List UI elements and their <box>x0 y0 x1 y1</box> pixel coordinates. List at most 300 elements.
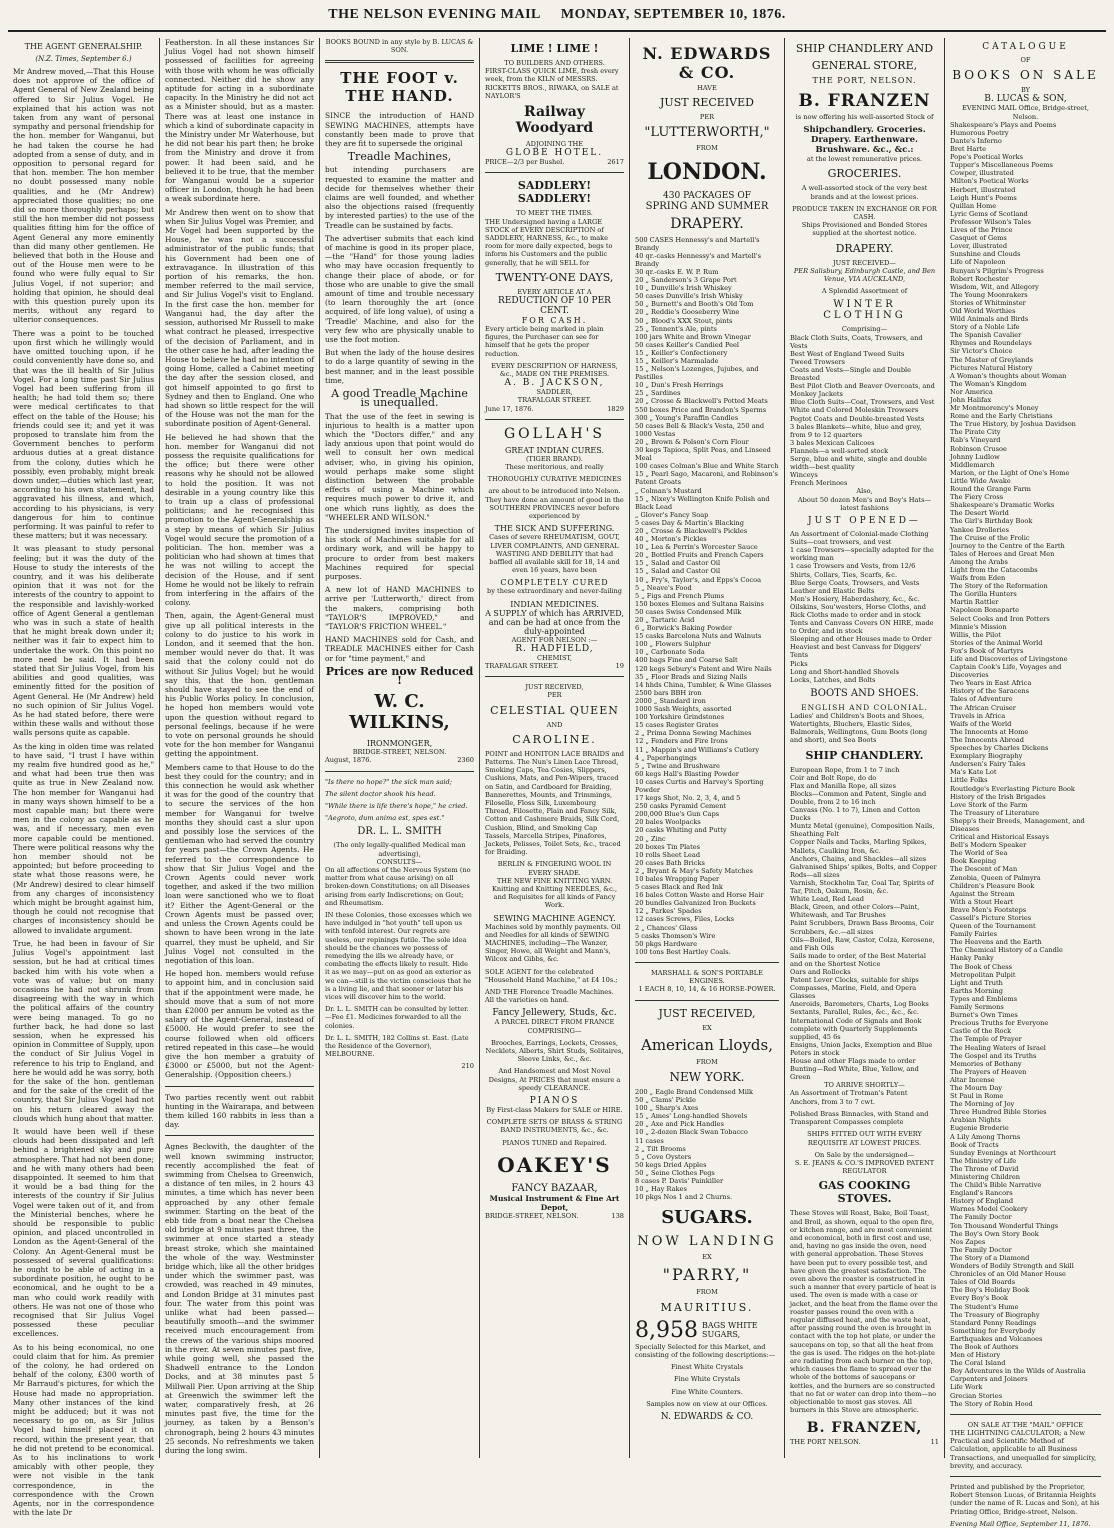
port-nelson: THE PORT, NELSON. <box>812 76 917 85</box>
list-item: Picks <box>790 659 808 668</box>
list-item: Life of Napoleon <box>950 258 1006 267</box>
lucas-name: B. LUCAS & SON, <box>984 94 1067 105</box>
assortment: A Splendid Assortment of <box>821 287 908 296</box>
prices-reduced: Prices are now Reduced ! <box>325 664 474 687</box>
list-item: Martin Rattler <box>950 598 999 607</box>
list-item: Best West of England Tweed Suits <box>790 349 905 358</box>
list-item: 5 „ Neave's Food <box>635 583 692 592</box>
article-paragraph: Members came to that House to do the best they could for the country; and in this connection he would ask whether it was for the good of the country that to secure the services of the hon member for Wanganui for twelve months they should cast a slur upon and possibly lose the services of the gentleman who had served the country for years past—the Crown Agents. He referred to the correspondence to show that Sir Julius Vogel and the Crown Agents could never work together, and asked if the two million loan were sanctioned who we to float it? Either the Agent-General or the Crown Agents must be passed over, and unless the Crown Agents could be shown to have been wrong in the late quarrel, they must be upheld, and Sir Julius Vogel not consulted in the negotiation of this loan. <box>165 762 314 965</box>
list-item: Black Cloth Suits, Coats, Trowsers, and Vests <box>790 333 923 350</box>
list-item: 2 „ Bryant & May's Safety Matches <box>635 866 753 875</box>
list-item: Family Sermons <box>950 1003 1004 1012</box>
catalogue-heading: CATALOGUE <box>982 42 1069 52</box>
list-item: Varnish, Stockholm Tar, Coal Tar, Spirits of Tar, Pitch, Oakum, Rosin, &c. <box>790 878 934 896</box>
railway-woodyard: Railway Woodyard <box>515 104 594 137</box>
list-item: Life and Discoveries of Livingstone <box>950 655 1068 663</box>
list-item: The Story of Robin Hood <box>950 1399 1033 1408</box>
twenty-one-days: TWENTY-ONE DAYS, <box>495 270 614 284</box>
from-3: FROM <box>696 1288 718 1297</box>
ad-subheading: A good Treadle Machine is unequalled. <box>331 387 468 410</box>
gas-stoves: GAS COOKING STOVES. <box>818 1179 911 1206</box>
article-paragraph: True, he had been in favour of Sir Julius Vogel's appointment last session, but he had at critical times backed him with his vote when a vote was of value; but on many occasions he had not shrunk from disagreeing with the way in which the political affairs of the country were being managed. To go no further back, he had done so last session, when he expressed his opinion in Committee of Supply, upon the conduct of Sir Julius Vogel in reference to his trip to England, and here he would add he was sorry, both for the sake of the hon. gentleman and for the sake of the credit of the country, that Sir Julius Vogel had not on his return cleared away the clouds which hung about that matter. <box>13 938 154 1123</box>
per-ships: PER Salisbury, Edinburgh Castle, and Ben Venue, VIA AUCKLAND, <box>793 266 936 284</box>
gollah: GOLLAH'S <box>503 425 605 442</box>
list-item: 30 qr.-casks E. W. P. Rum <box>635 267 719 276</box>
list-item: The Prayers of Heaven <box>950 1067 1027 1076</box>
list-item: Leigh Hunt's Poems <box>950 193 1017 202</box>
list-item: 20 „ Axe and Pick Handles <box>635 1120 724 1129</box>
stoves-text: These Stoves will Roast, Bake, Boil Toast, and Broil, as shown, equal to the open fire, or kitchen range, and are most convenient and economical, both in first cost and use, and, having no gas inside the oven, need with general approbation. These Stoves have been put to every possible test, and have given the greatest satisfaction. The oven above the roaster is constructed in such a manner that every particle of heat is used. The oven is made with a case or jacket, and the heat from the flame over the roaster passes round the oven with a regular diffused heat, and the waste heat, after passing round the oven is brought in contact with the top hot plate, or under the saucepans on top, so that all the heat from the gas is used. The ridges on the hot-plate are radiating from each burner on the top, which causes the flame to spread over the whole of the bottoms of saucepans or kettles, and the burners are so constructed that no fat or water can drop into them—no objectionable to most gas stoves. All burners in this Stove are atmospheric. <box>790 1209 938 1415</box>
list-item: 20 boxes Tin Plates <box>635 842 701 851</box>
sole-agent: SOLE AGENT for the celebrated "Household Hand Machine," at £4 10s.; <box>485 967 618 984</box>
list-item: Best Pilot Cloth and Beaver Overcoats, and Monkey Jackets <box>790 382 935 399</box>
just-received-2: JUST RECEIVED, <box>658 1006 756 1020</box>
lowest-prices: at the lowest remunerative prices. <box>806 155 923 164</box>
hadfield-ref: 19 <box>615 661 624 670</box>
list-item: 100 „ Sharp's Axes <box>635 1104 699 1113</box>
column-catalogue <box>945 38 1106 1528</box>
handsome: And Handsomest and Most Novel Designs, At PRICES that must ensure a speedy CLEARANCE. <box>488 1067 621 1092</box>
list-item: International Code of Signals and Book complete with Quarterly Supplements supplied, 45 6s <box>790 1016 922 1041</box>
list-item: The Treasury of Biography <box>950 1310 1040 1319</box>
list-item: Minnie's Mission <box>950 622 1007 631</box>
pianos: PIANOS <box>529 1096 580 1107</box>
list-item: 3 bales Blankets—white, blue and grey, from 9 to 12 quarters <box>790 422 922 439</box>
list-item: Tweed Trowsers <box>790 357 845 366</box>
list-item: Pegtot Coats and Double-breasted Vests <box>790 414 925 423</box>
sick-suffering: THE SICK AND SUFFERING. <box>494 524 615 534</box>
american-lloyds: American Lloyds, <box>640 1035 773 1054</box>
list-item: 15 cases Register Grates <box>635 721 719 730</box>
pianos-text: By First-class Makers for SALE or HIRE. <box>486 1106 623 1115</box>
bags-text: BAGS WHITE SUGARS, <box>701 1321 758 1340</box>
list-item: Nor America <box>950 387 993 396</box>
list-item: 12 cases Screws, Files, Locks <box>635 915 735 924</box>
jackson-name: A. B. JACKSON, <box>504 378 605 389</box>
sugar-type: Fine White Counters. <box>671 1387 743 1396</box>
list-item: Metropolitan Pulpit <box>950 970 1016 979</box>
list-item: 50 cases Keiller's Candied Peel <box>635 340 740 349</box>
list-item: The Story of the Reformation <box>950 582 1048 591</box>
list-item: Marion, or the Light of One's Home <box>950 468 1070 477</box>
list-item: 50 cases Bell & Black's Vesta, 250 and 1000 Vestas <box>635 421 765 438</box>
list-item: Sunshine and Clouds <box>950 250 1021 259</box>
article-paragraph: Then, again, the Agent-General must give up all political interests in the colony to do justice to his work in London, and it seemed that the hon. member would never do that. It was said that the colony could not do without Sir Julius Vogel; but he would say this, that the hon. gentleman should have stayed to see the end of his Public Works policy. In conclusion, he hoped hon members would vote upon the question without regard to personal feelings, because if he were to vote on personal grounds he should vote for the hon member for Wanganui getting the appointment. <box>165 611 314 759</box>
list-item: Two Years in East Africa <box>950 679 1032 688</box>
saddlery-note: Every article being marked in plain figures, the Purchaser can see for himself that he gets the proper reduction. <box>485 325 604 358</box>
sale-mail-office: ON SALE AT THE "MAIL" OFFICE <box>967 1420 1084 1429</box>
list-item: 1 case Trowsers and Vests, from 12/6 <box>790 562 916 571</box>
doctor-paragraph: Dr. L. L. SMITH can be consulted by letter.—Fee £1. Medicines forwarded to all the colonies. <box>325 1005 469 1030</box>
list-item: Arabian Nights <box>950 1116 1001 1125</box>
list-item: Life Work <box>950 1383 983 1392</box>
list-item: The Boy's Own Story Book <box>950 1229 1039 1238</box>
advertiser-address: BRIDGE-STREET, NELSON. <box>352 748 447 757</box>
ad-date: August, 1876. <box>325 756 372 765</box>
list-item: The Healing Waters of Israel <box>950 1043 1046 1052</box>
agent-label: AGENT FOR NELSON :— <box>511 635 598 644</box>
list-item: Robert Rochester <box>950 274 1009 283</box>
list-item: Lives of the Prince <box>950 226 1013 235</box>
list-item: Fox's Book of Martyrs <box>950 646 1024 655</box>
hadfield-street: TRAFALGAR STREET. <box>485 661 559 670</box>
list-item: The True History, by Joshua Davidson <box>950 420 1076 429</box>
list-item: Andersen's Fairy Tales <box>950 760 1026 769</box>
list-item: Rome and the Early Christians <box>950 412 1053 421</box>
list-item: The Ministry of Life <box>950 1156 1017 1165</box>
list-item: Tales of Old Boards <box>950 1278 1016 1287</box>
list-item: 16 bales Cotton Waste and Horse Hair <box>635 891 764 900</box>
list-item: Black, Green, and other Colors—Paint, Whitewash, and Tar Brushes <box>790 903 920 920</box>
boots-heading: BOOTS AND SHOES. <box>810 687 919 699</box>
fancy-bazaar: FANCY BAZAAR, <box>511 1182 598 1194</box>
list-item: Muntz Metal (genuine), Composition Nails, Sheathing Felt <box>790 822 935 839</box>
list-item: 10 „ Dunville's Irish Whiskey <box>635 284 732 293</box>
list-item: 200,000 Blue's Gun Caps <box>635 810 720 819</box>
list-item: History of the Irish Brigades <box>950 792 1046 801</box>
caroline: CAROLINE. <box>512 732 597 746</box>
indian-medicines: INDIAN MEDICINES. <box>510 599 599 609</box>
opened-list <box>790 530 939 684</box>
list-item: 5 „ Cove Oysters <box>635 1152 692 1161</box>
list-item: Sextants, Parallel, Rules, &c., &c., &c. <box>790 1008 919 1017</box>
column-edwards <box>630 38 785 1458</box>
list-item: Carpenters and Joiners <box>950 1375 1028 1384</box>
news-item-swimmer: Agnes Beckwith, the daughter of the well known swimming instructor, recently accomplished the feat of swimming from Chelsea to Greenwich, a distance of ten miles, in 2 hours 43 minutes, a time which has never been approached by any other female swimmer. Starting on the beat of the ebb tide from a boat near the Chelsea old bridge at 9 minutes past three, the swimmer at once started a steady breast stroke, which she maintained the whole of the way. Westminster bridge which, like all the other bridges under which the swimmer past, was crowded, was reached in 49 minutes, and London Bridge at 31 minutes past four. The water from this point was unlike what had been passed—beautifully smooth—and the swimmer received much encouragement from the crews of the various ships moored in the river. At seven minutes past five, while going well, she passed the Shadwell entrance to the London Docks, and at 38 minutes past 5 Millwall Pier. Upon arriving at the Ship at Greenwich the swimmer left the water, comparatively fresh, at 26 minutes past five, the time for the journey, as taken by a Benson's chronograph, being 2 hours 43 minutes 25 seconds. No refreshments we taken during the long swim. <box>165 1142 314 1456</box>
list-item: Milton's Poetical Works <box>950 177 1029 186</box>
list-item: John Halifax <box>950 396 992 404</box>
list-item: 10 bales Wrapping Paper <box>635 875 720 884</box>
list-item: Travels in Africa <box>950 711 1006 720</box>
article-body <box>13 67 154 1517</box>
list-item: 15 „ Pearl Sago, Macaroni, and Robinson's Patent Groats <box>635 470 778 487</box>
list-item: 100 Yorkshire Grindstones <box>635 713 724 722</box>
list-item: Family Fairies <box>950 930 998 939</box>
list-item: 15 „ Ames' Long-handled Shovels <box>635 1112 748 1121</box>
article-paragraph: There was a point to be touched upon first which he willingly would have omitted touching upon, if he could conveniently have done so, and that was the ill health of Sir Julius Vogel. For a long time past Sir Julius Vogel had been suffering from ill health; he had told them so; there were medical certificates to that effect on the table of the House; his friends could see it; and yet it was proposed to translate him from the Government benches to perform arduous duties at a great distance from the colony, duties which he possibly, even probably, might break down under,—duties which last year, according to his own statement, had aggravated his illness, and which, according to his physicians, is very dangerous for him to continue performing. It was painful to refer to these matters; but it was necessary. <box>13 328 154 541</box>
list-item: Leather and Elastic Belts <box>790 586 875 595</box>
pianos-tuned: PIANOS TUNED and Repaired. <box>502 1138 607 1147</box>
list-item: 500 CASES Hennessy's and Martell's Brandy <box>635 235 760 252</box>
ad-paragraph: The advertiser submits that each kind of machine is good in its proper place,—the "Hand" for those young ladies who may have occasion frequently to change their place of abode, or for those who are unable to give the small amount of time and trouble necessary (to learn thoroughly the art (once acquired, of life long value), of using a 'Treadle' Machine, and also for the very few who are physically unable to use the foot motion. <box>325 233 474 345</box>
general-store: GENERAL STORE, <box>811 59 918 72</box>
list-item: The Morning of Joy <box>950 1100 1015 1109</box>
list-item: Ma's Kate Lot <box>950 768 997 777</box>
doctor-paragraph: IN these Colonies, those excesses which we have indulged in "hot youth" tell upon us with tenfold interest. Our regrets are useless, our repinings futile. The sole idea should be the chances we possess of remedying the ills we already have, or combating the effects likely to result. Hide it as we may—put on as good an exterior as we can—still is the victim conscious that he is a living lie, and that sooner or later his vices will discover him to the world. <box>325 911 472 1002</box>
now-landing: NOW LANDING <box>637 1234 777 1250</box>
list-item: 2000 „ Standard iron <box>635 696 706 705</box>
list-item: The African Cruiser <box>950 703 1016 712</box>
adjoining: ADJOINING THE <box>525 140 584 149</box>
oakeys: OAKEY'S <box>497 1152 612 1177</box>
list-item: Book Keeping <box>950 857 997 866</box>
article-paragraph: Mr Andrew then went on to show that when Sir Julius Vogel was Premier, and Mr Vogel had been supported by the House, he was not a successful administrator of the public funds; that his Government had been one of extravagance. In illustration of this portion of his remarks, the hon. member referred to the mail service, and Sir Julius Vogel's visit to England. In the first case the hon. member for Wanganui had, the day after the session, authorised Mr Russell to make what contract he pleased, irrespective of the decision of Parliament, and in the other case he had, after leading the House to believe he had no intention of going Home, called a Cabinet meeting the day after the session closed, and got himself appointed to go first to Sydney and then to England. One who had shown so little respect for the will of the House was not the man for the subordinate position of Agent-General. <box>165 207 314 429</box>
just-opened: JUST OPENED— <box>808 516 921 527</box>
list-item: The Mourn Day <box>950 1083 1003 1092</box>
list-item: Among the Arabs <box>950 557 1008 566</box>
lace-text: POINT and HONITON LACE BRAIDS and Patterns. The Nun's Linen Lace Thread, Smoking Caps, Tea Cosies, Slippers, Cushions, Mats, and Pen-Wipers, traced on Satin, and Cardboard for Braiding, Bannerettes, Mounts, and Trimmings, Filoselle, Floss Silk, Luxembourg Thread, Filosette, Plain and Fancy Silk, Cotton and Cashmere Braids, Silk Cord, Cushion, Blind, and Smoking Cap Tassels, Marcella Stripes, Pinafores, Jackets, Pelisses, Toilet Sets, &c., traced for Braiding. <box>485 749 624 857</box>
paper-date: MONDAY, SEPTEMBER 10, 1876. <box>560 7 786 22</box>
produce: PRODUCE TAKEN IN EXCHANGE OR FOR CASH. <box>792 204 937 222</box>
list-item: Quillan Home <box>950 201 997 210</box>
jackson-date: June 17, 1876. <box>485 404 534 413</box>
list-item: The Girl's Birthday Book <box>950 517 1033 526</box>
list-item: Oilskins, Sou'westers, Horse Cloths, and Rick Cloths made to order and in stock <box>790 602 926 619</box>
jackson-ref: 1829 <box>607 404 624 413</box>
list-item: Shepp's their Breeds, Management, and Diseases <box>950 816 1085 833</box>
reduction: REDUCTION OF 10 PER CENT. <box>498 296 611 317</box>
list-item: Casquet of Gems <box>950 234 1007 243</box>
from: FROM <box>696 144 718 153</box>
list-item: Stories of the Animal World <box>950 638 1043 647</box>
doctor-ref: 210 <box>461 1062 474 1071</box>
cures-text: by these extraordinary and never-failing <box>487 587 622 596</box>
list-item: 10 „ Lea & Perrin's Worcester Sauce <box>635 543 758 552</box>
list-item: 5 casks Thomson's Wire <box>635 931 716 940</box>
tiger-brand: (TIGER BRAND). <box>525 454 583 463</box>
list-item: 120 kegs Sebury's Patent and Wire Nails <box>635 664 772 673</box>
winter-clothing: WINTER CLOTHING <box>823 299 906 322</box>
list-item: White Lead, Red Lead <box>790 895 865 904</box>
list-item: Rab's Vineyard <box>950 436 1001 445</box>
list-item: England's Rancors <box>950 1189 1013 1198</box>
list-item: 550 boxes Price and Brandon's Sperms <box>635 405 767 414</box>
list-item: The Descent of Man <box>950 865 1018 874</box>
cures-text: These meritorious, and really <box>505 463 604 472</box>
of-label: OF <box>1020 56 1031 64</box>
saddlery-heading: SADDLERY! SADDLERY! <box>517 179 592 206</box>
list-item: Sunday Evenings at Northcourt <box>950 1148 1056 1157</box>
poem <box>325 778 474 823</box>
celestial-queen: CELESTIAL QUEEN <box>490 703 619 717</box>
list-item: Herbert, illustrated <box>950 185 1016 194</box>
list-item: Wonders of Bodily Strength and Skill <box>950 1262 1074 1271</box>
list-item: Types and Emblems <box>950 994 1018 1003</box>
list-item: The Student's Hume <box>950 1302 1019 1311</box>
ex-2: EX <box>702 1253 712 1262</box>
list-item: 17 kegs Shot, No. 2, 3, 4, and 5 <box>635 794 741 803</box>
list-item: 50 „ Blood's XXX Stout, pints <box>635 316 733 325</box>
list-item: Tales of Adventure <box>950 695 1013 704</box>
list-item: Ten Thousand Wonderful Things <box>950 1221 1059 1230</box>
sugar-text: Specially Selected for this Market, and consisting of the following descriptions:— <box>635 1342 776 1359</box>
list-item: 20 „ Zinc <box>635 834 666 843</box>
list-item: The Desert World <box>950 509 1009 518</box>
list-item: 40 qr.-casks Hennessy's and Martell's Brandy <box>635 251 762 268</box>
list-item: 2 „ Tilt Brooms <box>635 1144 686 1153</box>
list-item: Altar Incense <box>950 1075 995 1084</box>
list-item: Precious Truths for Everyone <box>950 1019 1049 1028</box>
list-item: Book of Tracts <box>950 1140 999 1149</box>
list-item: The Fiery Cross <box>950 493 1004 502</box>
list-item: Ensigns, Union Jacks, Exemption and Blue Peters in stock <box>790 1040 933 1057</box>
ad-paragraph: The undersigned invites inspection of his stock of Machines suitable for all ordinary work, and will be happy to procure to order from best makers Machines required for special purposes. <box>325 525 474 581</box>
list-item: 150 boxes Elemes and Sultana Raisins <box>635 599 764 608</box>
list-item: Grecian Stories <box>950 1391 1003 1400</box>
list-item: Canvass (No. 1 to 7), Linen and Cotton Ducks <box>790 806 921 823</box>
list-item: 20 „ Reddie's Gooseberry Wine <box>635 308 740 317</box>
list-item: Light and Truth <box>950 978 1003 987</box>
list-item: 10 „ Dun's Fresh Herrings <box>635 381 724 390</box>
list-item: Stories of Whitminster <box>950 298 1026 307</box>
for-cash: FOR CASH. <box>521 316 588 326</box>
parcel: A PARCEL DIRECT FROM FRANCE COMPRISING— <box>494 1018 615 1035</box>
list-item: Memories of Bethany <box>950 1059 1022 1068</box>
list-item: 12 „ Fenders and Fire Irons <box>635 737 728 746</box>
list-item: The Book of Chess <box>950 962 1012 971</box>
offering: is now offering his well-assorted Stock of <box>795 113 934 121</box>
list-item: Wisdom, Wit, and Allegory <box>950 282 1039 291</box>
list-item: 8 cases P. Davis' Painkiller <box>635 1177 724 1185</box>
list-item: Light from the Catacombs <box>950 565 1038 574</box>
list-item: The Book of Authors <box>950 1342 1019 1351</box>
list-item: The Throne of David <box>950 1164 1019 1173</box>
list-item: Humorous Poetry <box>950 128 1009 137</box>
drapery-list <box>790 334 939 488</box>
list-item: Something for Everybody <box>950 1326 1036 1335</box>
sugars: SUGARS. <box>661 1207 753 1229</box>
list-item: Cassell's Picture Stories <box>950 914 1032 922</box>
list-item: The Temple of Prayer <box>950 1035 1022 1044</box>
list-item: Routledge's Everlasting Picture Book <box>950 784 1075 793</box>
list-item: Rhymes and Roundelays <box>950 339 1032 348</box>
list-item: 15 „ Nixey's Wellington Knife Polish and Black Lead <box>635 494 770 511</box>
list-item: White and Colored Moleskin Trowsers <box>790 406 919 415</box>
list-item: Sir Victor's Choice <box>950 347 1013 356</box>
imprint: Printed and published by the Proprietor, Robert Stenson Lucas, of Britannia Heights (under the name of R. Lucas and Son), at his Printing Office, Bridge-street, Nelson. <box>950 1482 1100 1516</box>
have: HAVE <box>697 84 717 92</box>
cures-text: THOROUGHLY CURATIVE MEDICINES <box>487 475 622 484</box>
list-item: 6 „ Borwick's Baking Powder <box>635 624 733 633</box>
list-item: 2 „ Chances' Glass <box>635 923 698 932</box>
list-item: Professor Wilson's Tales <box>950 217 1031 226</box>
list-item: Castle of the Rock <box>950 1027 1012 1036</box>
mail-office: EVENING MAIL Office, Bridge-street, Nelson. <box>962 104 1089 121</box>
band-sets: COMPLETE SETS OF BRASS & STRING BAND INSTRUMENTS, &c., &c. <box>486 1118 623 1135</box>
article-paragraph: It would have been well if these clouds had been dissipated and left behind a brightened sky and pure atmosphere. That had not been done; and he with many others had been disappointed. It seemed to him that it would be a bad thing for the interests of the country if Sir Julius Vogel were taken out of it, and from the Ministerial benches, where he should be responsible to public opinion, and placed uncontrolled in London as the Agent-General of the Colony. An Agent-General must be possessed of several qualifications: he ought to be able of acting in a subordinate position, he ought to be economical, and he ought to be a man who could work readily with others. He was not one of those who recognised that Sir Julius Vogel possessed these peculiar excellences. <box>13 1126 154 1339</box>
list-item: The Gorilla Hunters <box>950 590 1017 599</box>
column-agent-generalship <box>8 38 160 1518</box>
list-item: The Gospel and its Truths <box>950 1051 1037 1060</box>
list-item: 250 casks Pyramid Cement <box>635 802 727 811</box>
list-item: 40 „ Morton's Pickles <box>635 535 707 544</box>
list-item: 200 „ Eagle Brand Condensed Milk <box>635 1087 753 1096</box>
list-item: 20 „ Sanderson's 3 Grape Port <box>635 276 737 285</box>
boots-sub: ENGLISH AND COLONIAL. <box>801 702 928 712</box>
ad-paragraph: A new lot of HAND MACHINES to arrive per 'Lutterworth,' direct from the makers, comprising both "TAYLOR'S IMPROVED," and "TAYLOR'S FRICTION WHEEL." <box>325 585 474 631</box>
sewing-text: Machines sold by monthly payments. Oil and Needles for all kinds of SEWING MACHINES, including—The Wanzer, Singer, Howe, all Weight and Mann's, Wilcox and Gibbs, &c. <box>485 922 621 964</box>
ex: EX <box>702 1023 712 1032</box>
list-item: The Heavens and the Earth <box>950 938 1042 947</box>
list-item: With a Stout Heart <box>950 897 1014 906</box>
cures-text: are about to be introduced into Nelson. They have done an amount of good in the SOUTHERN PROVINCES never before experienced by <box>485 487 624 521</box>
just-received: JUST RECEIVED <box>660 96 754 110</box>
list-item: Serge, blue and white, single and double width—best quality <box>790 455 927 472</box>
list-item: 10 „ 2-dozen Black Swan Tobacco <box>635 1128 748 1137</box>
list-item: House and other Flags made to order <box>790 1057 916 1065</box>
list-item: Cowper, illustrated <box>950 169 1014 178</box>
on-sale: On Sale by the undersigned— <box>814 1150 915 1159</box>
list-item: Oars and Rollocks <box>790 967 851 976</box>
books-on-sale: BOOKS ON SALE <box>952 68 1099 83</box>
list-item: 60 kegs Hall's Blasting Powder <box>635 769 739 778</box>
arrive-text: An Assortment of Trotman's Patent Anchors, from 3 to 7 cwt. <box>790 1089 908 1106</box>
hats: About 50 dozen Men's and Boy's Hats—latest fashions <box>797 495 932 512</box>
article-source: (N.Z. Times, September 6.) <box>35 55 132 63</box>
list-item: 10 „ Carbonate Soda <box>635 648 705 657</box>
doctor-name: DR. L. L. SMITH <box>357 826 442 838</box>
list-item: Round the Grange Farm <box>950 485 1031 494</box>
list-item: 25 „ Tennent's Ale, pints <box>635 324 717 333</box>
list-item: Paint Scrubbers, Drawn Bass Brooms, Coir Scrubbers, &c.—all sizes <box>790 919 934 936</box>
groceries-heading: GROCERIES. <box>827 167 902 181</box>
boots-text: Ladies' and Children's Boots and Shoes, Watertights, Bluchers, Elastic Sides, Balmorals, Wellingtons, Gum Boots (long and short), and Sea Boots <box>790 711 928 745</box>
and-label: AND <box>546 720 563 729</box>
list-item: 50 pkgs Hardware <box>635 939 698 948</box>
list-item: 1 case Trowsers—specially adapted for the working man <box>790 546 934 563</box>
saddlery-sub: TO MEET THE TIMES. <box>516 209 593 218</box>
list-item: French Merinoes <box>790 479 848 488</box>
list-item: 5 „ Figs and French Plums <box>635 591 725 600</box>
list-item: Earths Morning <box>950 986 1003 995</box>
packages: 430 PACKAGES OF <box>663 190 751 201</box>
ny-goods-list <box>635 1088 779 1201</box>
list-item: History of the Saracens <box>950 687 1029 696</box>
saddlery-text: THE Undersigned having a LARGE STOCK of EVERY DESCRIPTION of SADDLERY, HARNESS, &c., to make room for more daily expected, begs to inform his Customers and the public generally, that he will SELL for <box>485 217 613 267</box>
list-item: Burnet's Own Times <box>950 1011 1018 1020</box>
list-item: Blue Serge Coats, Trowsers, and Vests <box>790 578 920 587</box>
ad-ref: 2360 <box>457 756 474 765</box>
list-item: Earthquakes and Volcanoes <box>950 1334 1043 1343</box>
list-item: Pope's Poetical Works <box>950 153 1024 162</box>
list-item: 12 „ Parkes' Spades <box>635 907 702 916</box>
new-york: NEW YORK. <box>669 1069 745 1084</box>
list-item: Napoleon Bonaparte <box>950 606 1020 615</box>
list-item: 100 tons Best Hartley Coals. <box>635 947 731 956</box>
list-item: Blue Cloth Suits—Coat, Trowsers, and Vest <box>790 398 935 407</box>
from-2: FROM <box>696 1057 718 1066</box>
ad-headline: THE FOOT v. THE HAND. <box>340 69 459 106</box>
list-item: 11 cases <box>635 1136 664 1145</box>
books-bound-ad: BOOKS BOUND in any style by B. LUCAS & SON. <box>325 38 474 55</box>
list-item: Chronicles of an Old Manor House <box>950 1270 1066 1279</box>
article-body <box>165 38 314 1455</box>
list-item: Three Hundred Bible Stories <box>950 1108 1047 1117</box>
florence: AND THE Florence Treadle Machines. All the varieties on hand. <box>485 988 614 1005</box>
jackson-street: TRAFALGAR STREET. <box>517 396 592 405</box>
list-item: Children's Pleasure Book <box>950 881 1035 890</box>
list-item: Sails made to order, of the Best Material and on the Shortest Notice <box>790 951 926 968</box>
column-sewing-machines <box>320 38 480 1458</box>
poem-line: "While there is life there's hope," he cried. <box>325 802 468 810</box>
list-item: Willis, the Pilot <box>950 630 1001 639</box>
list-item: Shakespeare's Dramatic Works <box>950 501 1055 510</box>
samples: Samples now on view at our Offices. <box>646 1399 768 1408</box>
ship-chandlery-heading: SHIP CHANDLERY AND <box>795 42 934 55</box>
list-item: Middlemarch <box>950 460 995 469</box>
list-item: The Pirate City <box>950 428 1001 437</box>
list-item: 100 „ Flowers Sulphur <box>635 640 711 649</box>
list-item: 15 „ Salad and Castor Oil <box>635 567 721 576</box>
list-item: Journey to the Centre of the Earth <box>950 541 1065 550</box>
list-item: 4 „ Paperhangings <box>635 753 697 762</box>
lime-price: PRICE—2/3 per Bushel. <box>485 158 565 167</box>
list-item: 5 cases Day & Martin's Blacking <box>635 518 744 527</box>
list-item: 50 „ Clams' Pickle <box>635 1096 696 1105</box>
list-item: Yankee Drolleries <box>950 525 1009 534</box>
list-item: A Lily Among Thorns <box>950 1132 1021 1141</box>
lime-ref: 2617 <box>607 158 624 167</box>
